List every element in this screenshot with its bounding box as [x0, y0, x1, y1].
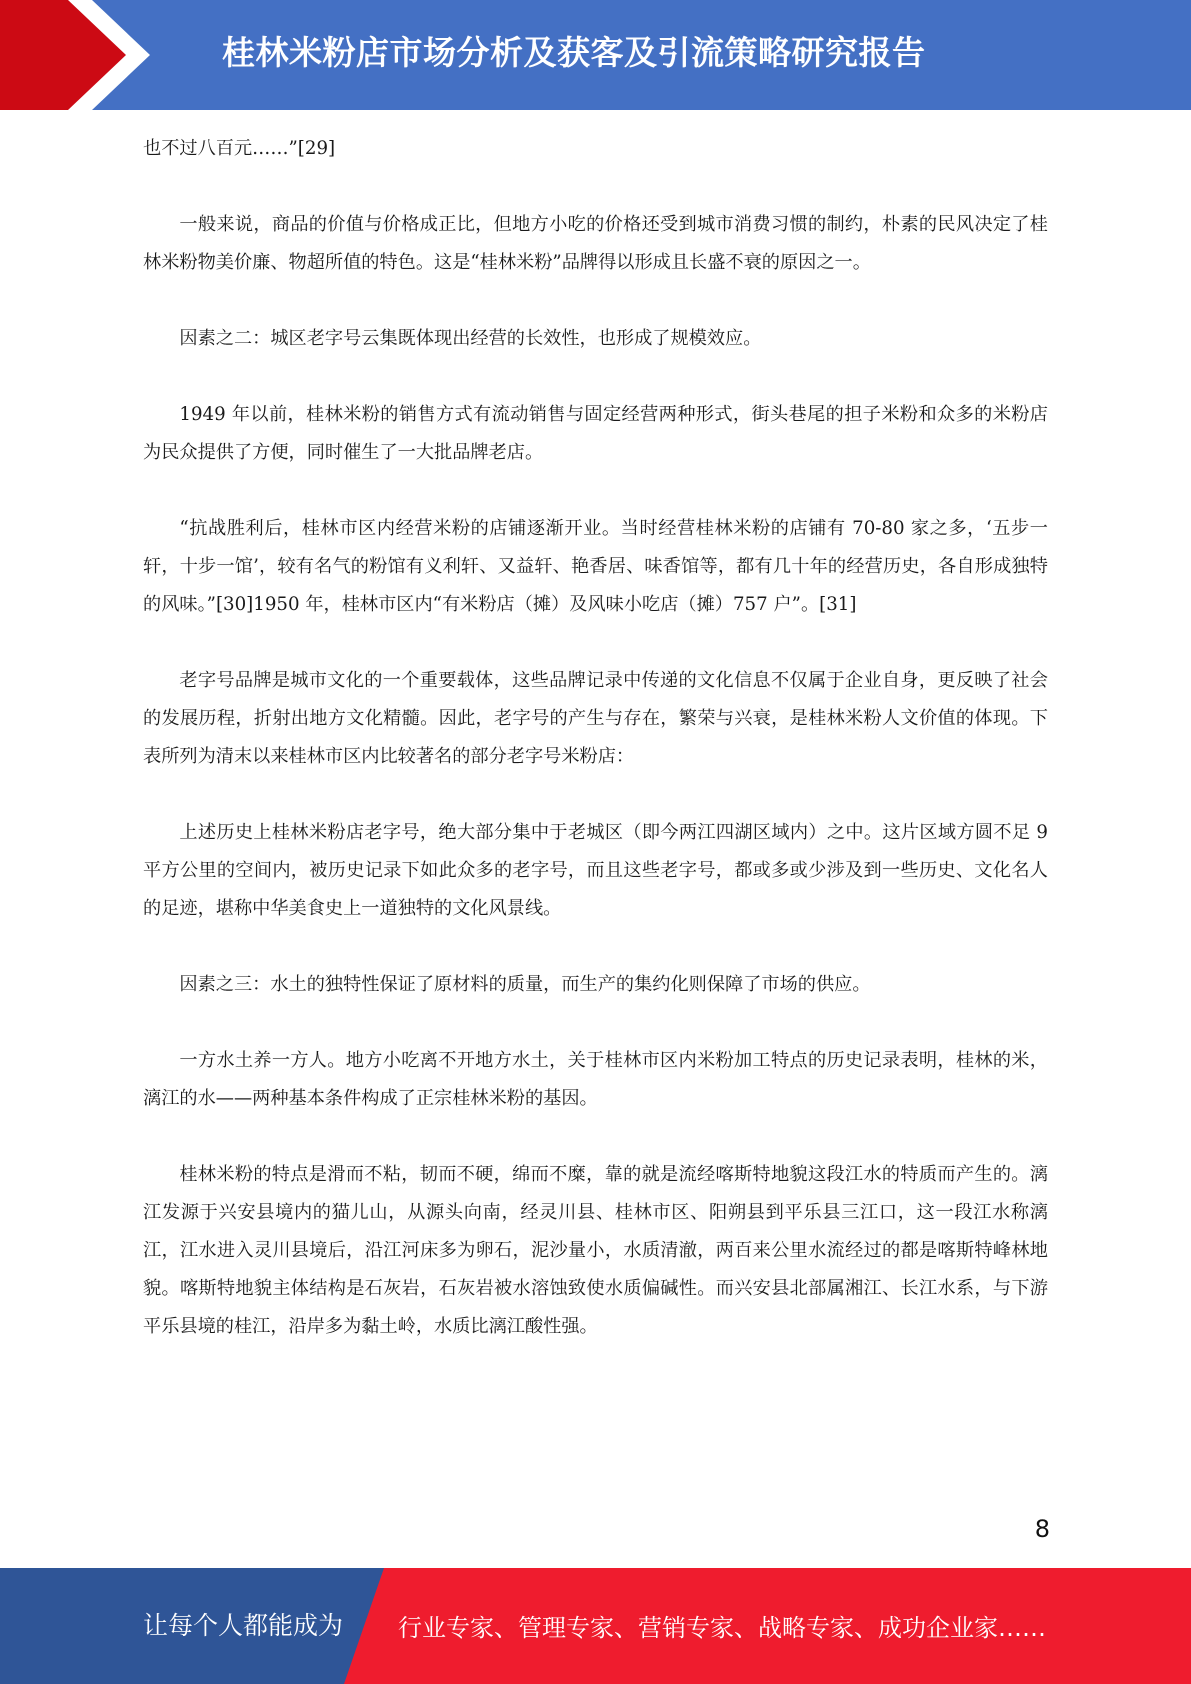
paragraph-continued: 也不过八百元……”[29] [143, 138, 336, 159]
page-header [0, 0, 1191, 110]
page-number: 8 [1034, 1515, 1050, 1543]
paragraph-quote: “抗战胜利后，桂林市区内经营米粉的店铺逐渐开业。当时经营桂林米粉的店铺有 70-80 家之多，‘五步一轩，十步一馆’，较有名气的粉馆有义利轩、又益轩、艳香居、味香馆等，都有几十年的经营历史，各自形成独特的风味。”[30]1950 年，桂林市区内“有米粉店（摊）及风味小吃店（摊）757 户”。[31] [143, 518, 1048, 615]
document-body [143, 130, 1048, 1346]
paragraph: 桂林米粉的特点是滑而不粘，韧而不硬，绵而不糜，靠的就是流经喀斯特地貌这段江水的特质而产生的。漓江发源于兴安县境内的猫儿山，从源头向南，经灵川县、桂林市区、阳朔县到平乐县三江口，这一段江水称漓江，江水进入灵川县境后，沿江河床多为卵石，泥沙量小，水质清澈，两百来公里水流经过的都是喀斯特峰林地貌。喀斯特地貌主体结构是石灰岩，石灰岩被水溶蚀致使水质偏碱性。而兴安县北部属湘江、长江水系，与下游平乐县境的桂江，沿岸多为黏土岭，水质比漓江酸性强。 [143, 1164, 1048, 1337]
paragraph: 1949 年以前，桂林米粉的销售方式有流动销售与固定经营两种形式，街头巷尾的担子米粉和众多的米粉店为民众提供了方便，同时催生了一大批品牌老店。 [143, 404, 1048, 463]
paragraph: 一般来说，商品的价值与价格成正比，但地方小吃的价格还受到城市消费习惯的制约，朴素的民风决定了桂林米粉物美价廉、物超所值的特色。这是“桂林米粉”品牌得以形成且长盛不衰的原因之一。 [143, 214, 1048, 273]
paragraph: 上述历史上桂林米粉店老字号，绝大部分集中于老城区（即今两江四湖区域内）之中。这片区域方圆不足 9 平方公里的空间内，被历史记录下如此众多的老字号，而且这些老字号，都或多或少涉及到一些历史、文化名人的足迹，堪称中华美食史上一道独特的文化风景线。 [143, 822, 1048, 919]
footer-slogan-right: 行业专家、管理专家、营销专家、战略专家、成功企业家…… [398, 1614, 1046, 1642]
page-footer [0, 1568, 1191, 1684]
paragraph: 老字号品牌是城市文化的一个重要载体，这些品牌记录中传递的文化信息不仅属于企业自身，更反映了社会的发展历程，折射出地方文化精髓。因此，老字号的产生与存在，繁荣与兴衰，是桂林米粉人文价值的体现。下表所列为清末以来桂林市区内比较著名的部分老字号米粉店： [143, 670, 1048, 767]
footer-slogan-left: 让每个人都能成为 [143, 1611, 344, 1640]
document-title: 桂林米粉店市场分析及获客及引流策略研究报告 [222, 33, 926, 72]
paragraph-factor-three: 因素之三：水土的独特性保证了原材料的质量，而生产的集约化则保障了市场的供应。 [179, 974, 871, 995]
paragraph-factor-two: 因素之二：城区老字号云集既体现出经营的长效性，也形成了规模效应。 [179, 328, 762, 349]
paragraph: 一方水土养一方人。地方小吃离不开地方水土，关于桂林市区内米粉加工特点的历史记录表明，桂林的米，漓江的水——两种基本条件构成了正宗桂林米粉的基因。 [143, 1050, 1048, 1109]
